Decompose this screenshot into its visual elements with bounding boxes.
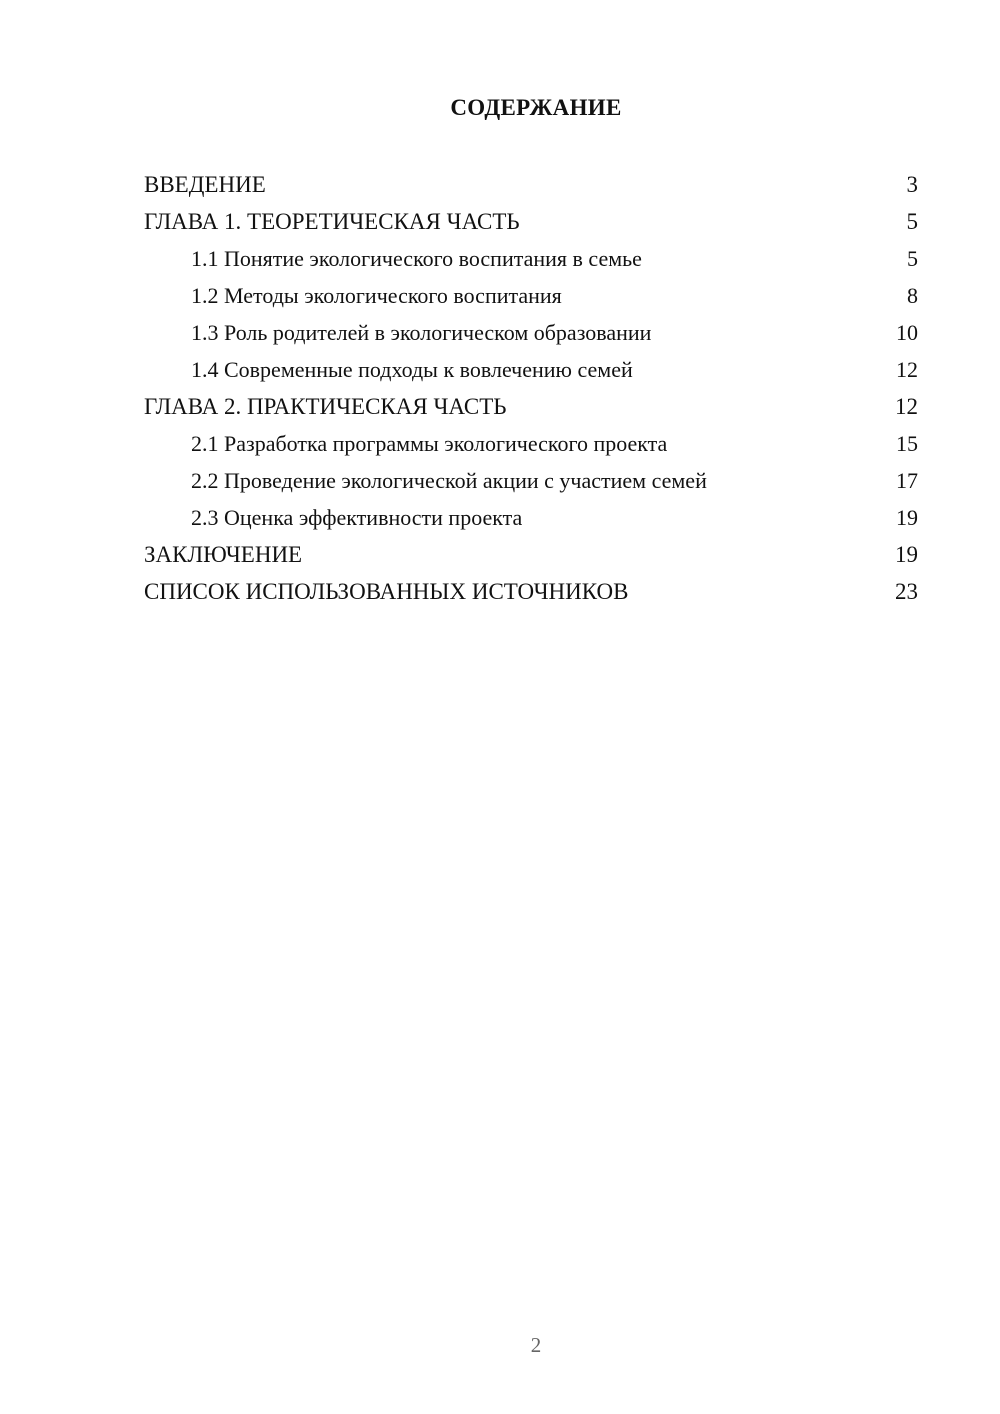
toc-entry-page: 19 [895, 542, 918, 567]
toc-entry-chapter-1[interactable] [144, 203, 918, 240]
toc-entry-page: 12 [896, 357, 918, 382]
toc-entry-label: 2.2 Проведение экологической акции с участием семей [191, 468, 707, 493]
toc-entry-conclusion[interactable] [144, 536, 918, 573]
toc-entry-section-1-1[interactable] [144, 240, 918, 277]
toc-entry-page: 19 [896, 505, 918, 530]
toc-entry-label: 1.4 Современные подходы к вовлечению семей [191, 357, 633, 382]
page-title: СОДЕРЖАНИЕ [450, 95, 622, 120]
toc-entry-section-2-2[interactable] [144, 462, 918, 499]
toc-entry-page: 3 [906, 172, 918, 197]
table-of-contents [144, 166, 918, 610]
toc-entry-label: 1.2 Методы экологического воспитания [191, 283, 562, 308]
toc-entry-page: 23 [895, 579, 918, 604]
toc-entry-page: 12 [895, 394, 918, 419]
toc-entry-label: ГЛАВА 1. ТЕОРЕТИЧЕСКАЯ ЧАСТЬ [144, 209, 520, 234]
toc-entry-section-1-3[interactable] [144, 314, 918, 351]
toc-entry-section-2-1[interactable] [144, 425, 918, 462]
toc-entry-page: 8 [907, 283, 918, 308]
toc-entry-label: 1.1 Понятие экологического воспитания в семье [191, 246, 642, 271]
toc-entry-label: ЗАКЛЮЧЕНИЕ [144, 542, 303, 567]
toc-entry-label: ВВЕДЕНИЕ [144, 172, 266, 197]
toc-entry-references[interactable] [144, 573, 918, 610]
toc-entry-section-1-4[interactable] [144, 351, 918, 388]
toc-entry-section-2-3[interactable] [144, 499, 918, 536]
toc-entry-page: 5 [907, 246, 918, 271]
toc-entry-introduction[interactable] [144, 166, 918, 203]
toc-entry-page: 17 [896, 468, 918, 493]
toc-entry-label: ГЛАВА 2. ПРАКТИЧЕСКАЯ ЧАСТЬ [144, 394, 507, 419]
page-number: 2 [530, 1333, 542, 1357]
toc-entry-label: 1.3 Роль родителей в экологическом образовании [191, 320, 652, 345]
toc-entry-chapter-2[interactable] [144, 388, 918, 425]
toc-entry-page: 5 [906, 209, 918, 234]
toc-entry-label: 2.1 Разработка программы экологического проекта [191, 431, 668, 456]
toc-entry-section-1-2[interactable] [144, 277, 918, 314]
toc-entry-label: СПИСОК ИСПОЛЬЗОВАННЫХ ИСТОЧНИКОВ [144, 579, 629, 604]
toc-entry-label: 2.3 Оценка эффективности проекта [191, 505, 523, 530]
toc-entry-page: 15 [896, 431, 918, 456]
toc-entry-page: 10 [896, 320, 918, 345]
